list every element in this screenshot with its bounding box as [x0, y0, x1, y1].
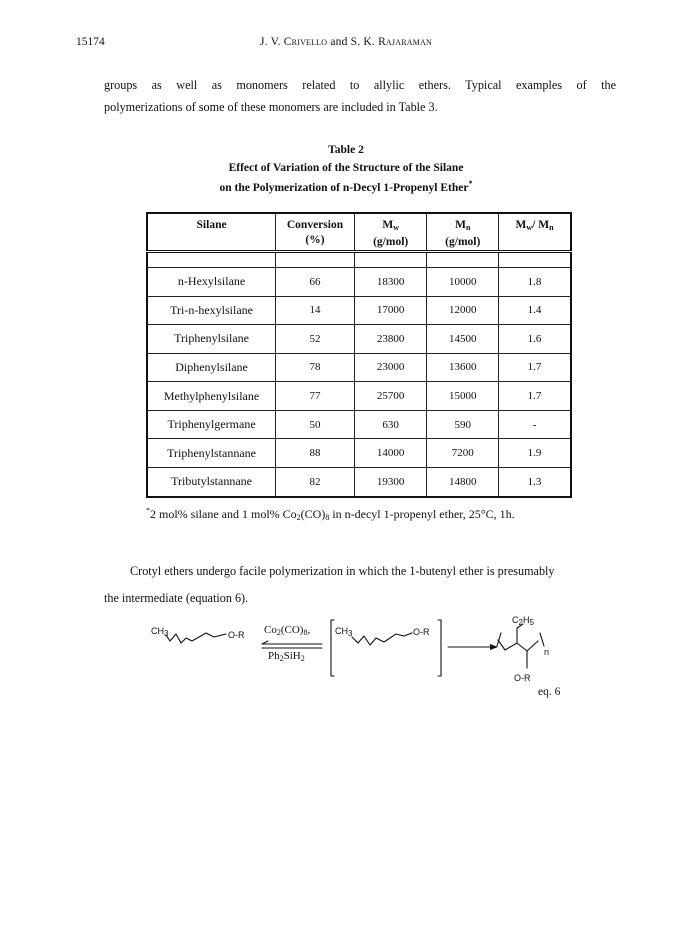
footnote-text-b: (CO) — [300, 507, 326, 521]
cell-silane: Triphenylsilane — [147, 325, 276, 354]
header-conversion-label: Conversion — [286, 219, 344, 231]
table-label: Table 2 — [328, 144, 364, 156]
cell-mn: 590 — [427, 410, 499, 439]
cell-ratio: 1.3 — [499, 467, 571, 497]
crotyl-line-2: the intermediate (equation 6). — [104, 591, 249, 605]
cell-mw: 23800 — [354, 325, 427, 354]
footnote-mark: * — [146, 506, 150, 515]
intro-line-2: polymerizations of some of these monomers are included in Table 3. — [104, 100, 438, 114]
cell-conversion: 88 — [276, 439, 355, 468]
cell-mw: 18300 — [354, 268, 427, 297]
cell-conversion: 82 — [276, 467, 355, 497]
cell-mn: 15000 — [427, 382, 499, 411]
eq-int-ch3-text: CH — [335, 626, 348, 636]
cell-ratio: 1.7 — [499, 353, 571, 382]
cell-conversion: 77 — [276, 382, 355, 411]
eq-cat-sub-2: 8 — [303, 628, 308, 637]
header-ratio-slash-mn: / M — [532, 219, 550, 231]
cell-silane: Tri-n-hexylsilane — [147, 296, 276, 325]
eq-ch3-sub: 3 — [164, 629, 169, 638]
header-mw-symbol: M — [382, 219, 394, 231]
cell-ratio: 1.6 — [499, 325, 571, 354]
footnote-text-c: in n-decyl 1-propenyl ether, 25°C, 1h. — [329, 507, 515, 521]
cell-ratio: 1.7 — [499, 382, 571, 411]
author-crivello: Crivello — [283, 36, 328, 48]
cell-silane: Diphenylsilane — [147, 353, 276, 382]
cell-mw: 19300 — [354, 467, 427, 497]
eq-right-bracket — [438, 620, 441, 676]
cell-conversion: 66 — [276, 268, 355, 297]
cell-silane: Triphenylgermane — [147, 410, 276, 439]
cell-mw: 17000 — [354, 296, 427, 325]
header-mw-unit: (g/mol) — [373, 236, 409, 248]
eq-ch3-text: CH — [151, 626, 164, 636]
cell-ratio: 1.9 — [499, 439, 571, 468]
cell-mn: 14500 — [427, 325, 499, 354]
cell-mn: 7200 — [427, 439, 499, 468]
equation-label: eq. 6 — [538, 686, 561, 698]
header-conversion-unit: (%) — [305, 234, 325, 246]
cell-conversion: 78 — [276, 353, 355, 382]
cell-conversion: 52 — [276, 325, 355, 354]
footnote-sub-1: 2 — [296, 513, 301, 522]
eq-cat-text-a: Co — [264, 624, 277, 636]
cell-silane: n-Hexylsilane — [147, 268, 276, 297]
page-number: 15174 — [76, 36, 105, 48]
header-silane: Silane — [147, 213, 276, 252]
eq-cat-sub-1: 2 — [276, 628, 281, 637]
cell-mn: 13600 — [427, 353, 499, 382]
cell-mw: 23000 — [354, 353, 427, 382]
eq-ethyl-text-a: C — [512, 615, 519, 625]
intro-line-1: groups as well as monomers related to allylic ethers. Typical examples of the — [104, 78, 616, 92]
header-ratio-mn-subscript: n — [549, 223, 554, 232]
cell-silane: Triphenylstannane — [147, 439, 276, 468]
cell-silane: Tributylstannane — [147, 467, 276, 497]
author-rajaraman: Rajaraman — [378, 36, 432, 48]
eq-silane-text-b: SiH — [283, 650, 301, 662]
table-title-line-2-text: on the Polymerization of n-Decyl 1-Propenyl Ether — [219, 182, 469, 194]
cell-ratio: 1.8 — [499, 268, 571, 297]
eq-reactant-or: O-R — [228, 630, 245, 640]
eq-product-or: O-R — [514, 673, 531, 683]
cell-mn: 12000 — [427, 296, 499, 325]
eq-ethyl-text-b: H — [522, 615, 530, 625]
cell-mn: 14800 — [427, 467, 499, 497]
table-title-footnote-mark: * — [468, 179, 473, 188]
cell-ratio: - — [499, 410, 571, 439]
eq-silane-text-a: Ph — [268, 650, 280, 662]
cell-ratio: 1.4 — [499, 296, 571, 325]
crotyl-line-1: Crotyl ethers undergo facile polymerization in which the 1-butenyl ether is presumably — [130, 564, 555, 578]
eq-ethyl-sub-2: 5 — [529, 618, 534, 627]
footnote-text-a: 2 mol% silane and 1 mol% Co — [150, 507, 297, 521]
cell-mw: 25700 — [354, 382, 427, 411]
eq-repeat-n: n — [544, 647, 550, 657]
running-head-initials: J. V. — [260, 36, 284, 48]
eq-ethyl-sub-1: 2 — [518, 618, 523, 627]
cell-conversion: 14 — [276, 296, 355, 325]
eq-reactant-bonds — [166, 633, 226, 643]
header-ratio-mw: M — [515, 219, 527, 231]
footnote-sub-2: 8 — [325, 513, 330, 522]
eq-intermediate-bonds — [352, 633, 412, 645]
cell-mn: 10000 — [427, 268, 499, 297]
header-ratio-mw-subscript: w — [526, 223, 533, 232]
header-mn-subscript: n — [465, 223, 471, 232]
eq-intermediate-or: O-R — [413, 627, 430, 637]
header-mn-unit: (g/mol) — [445, 236, 481, 248]
eq-silane-sub-2: 2 — [300, 654, 305, 663]
header-mn-symbol: M — [455, 219, 466, 231]
eq-polymer-bonds — [497, 624, 544, 668]
running-head-and: and S. K. — [327, 36, 379, 48]
eq-equilibrium-arrows — [262, 641, 322, 648]
eq-left-bracket — [331, 620, 334, 676]
cell-conversion: 50 — [276, 410, 355, 439]
eq-int-ch3-sub: 3 — [348, 629, 353, 638]
header-mw-subscript: w — [393, 223, 399, 232]
eq-silane-sub-1: 2 — [279, 654, 284, 663]
eq-cat-text-b: (CO) — [280, 624, 304, 636]
table-title-line-1: Effect of Variation of the Structure of the Silane — [228, 162, 464, 174]
cell-mw: 14000 — [354, 439, 427, 468]
cell-silane: Methylphenylsilane — [147, 382, 276, 411]
eq-cat-text-c: , — [307, 624, 311, 636]
cell-mw: 630 — [354, 410, 427, 439]
